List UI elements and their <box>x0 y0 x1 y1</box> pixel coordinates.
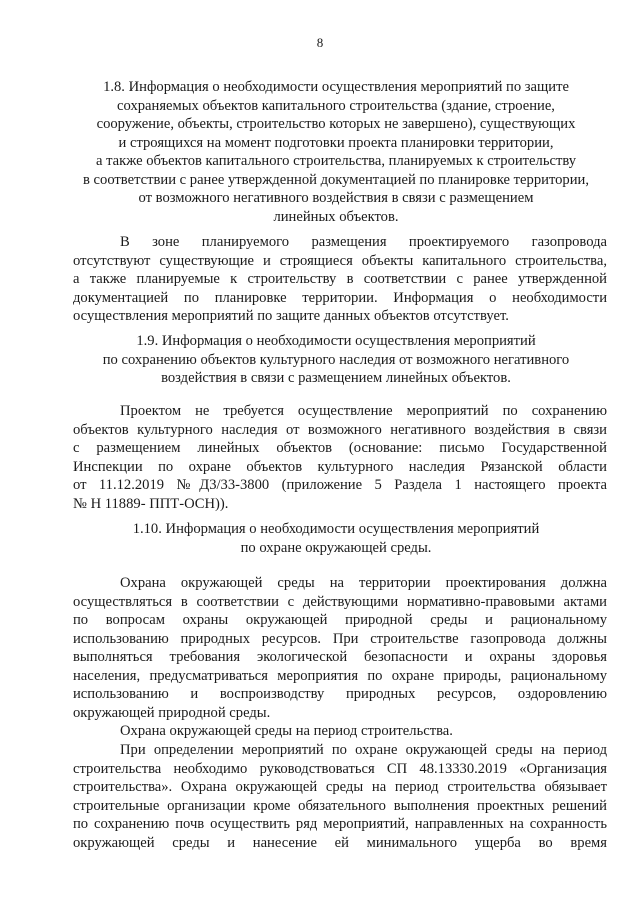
paragraph-line: с размещением линейных объектов (основание: письмо Государственной <box>73 440 607 456</box>
paragraph-line: строительные организации кроме обязательного выполнения проектных решений <box>73 797 607 814</box>
section-1-9-paragraph <box>73 402 607 513</box>
paragraph-line: а также планируемые к строительству в соответствии с ранее утвержденной <box>73 271 607 287</box>
paragraph-line: населения, предусматриваться мероприятия по охране природы, рациональному <box>73 667 607 684</box>
section-1-8-paragraph <box>73 233 607 326</box>
heading-line: сооружение, объекты, строительство которых не завершено), существующих <box>96 116 576 132</box>
paragraph-line: В зоне планируемого размещения проектируемого газопровода <box>120 234 607 250</box>
paragraph-line: использованию и воспроизводству природных ресурсов, оздоровлению <box>73 686 607 702</box>
paragraph-line: осуществляться в соответствии с действующими нормативно-правовыми актами <box>73 593 607 610</box>
heading-line: линейных объектов. <box>273 208 399 225</box>
paragraph-line: использованию природных ресурсов. При строительстве газопровода должны <box>73 630 607 647</box>
section-1-8-heading <box>60 78 612 226</box>
page-number: 8 <box>316 35 324 50</box>
paragraph-line: по сохранению почв осуществить ряд мероприятий, направленных на сохранность <box>73 816 607 832</box>
paragraph-line: Охрана окружающей среды на территории проектирования должна <box>120 575 607 591</box>
heading-line: а также объектов капитального строительства, планируемых к строительству <box>95 153 577 169</box>
paragraph-line: документацией по планировке территории. Информация о необходимости <box>73 289 607 306</box>
paragraph-line: Проектом не требуется осуществление мероприятий по сохранению <box>120 403 607 419</box>
paragraph-line: окружающей среды и нанесение ей минимального ущерба во время <box>73 834 607 851</box>
paragraph-line: окружающей природной среды. <box>73 704 271 721</box>
heading-line: в соответствии с ранее утвержденной документацией по планировке территории, <box>83 171 589 188</box>
paragraph-line: по вопросам охраны окружающей природной среды и рациональному <box>73 612 607 628</box>
heading-line: 1.8. Информация о необходимости осуществления мероприятий по защите <box>103 79 569 95</box>
section-1-10-heading <box>60 520 612 557</box>
paragraph-line: Охрана окружающей среды на период строительства. <box>120 723 453 739</box>
paragraph-line: выполняться требования экологической безопасности и охраны здоровья <box>73 649 607 665</box>
paragraph-line: осуществления мероприятий по защите данных объектов отсутствует. <box>73 308 509 324</box>
heading-line: сохраняемых объектов капитального строительства (здание, строение, <box>117 97 555 114</box>
heading-line: и строящихся на момент подготовки проекта планировки территории, <box>118 134 554 151</box>
paragraph-line: отсутствуют существующие и строящиеся объекты капитального строительства, <box>73 252 607 269</box>
heading-line: 1.10. Информация о необходимости осуществления мероприятий <box>132 521 540 537</box>
heading-line: воздействия в связи с размещением линейных объектов. <box>161 370 511 386</box>
heading-line: от возможного негативного воздействия в связи с размещением <box>138 190 534 206</box>
section-1-9-heading <box>60 332 612 388</box>
paragraph-line: объектов культурного наследия от возможного негативного воздействия в связи <box>73 421 607 438</box>
heading-line: 1.9. Информация о необходимости осуществления мероприятий <box>136 333 536 349</box>
paragraph-line: При определении мероприятий по охране окружающей среды на период <box>120 742 607 758</box>
heading-line: по охране окружающей среды. <box>240 539 432 556</box>
paragraph-line: № Н 11889- ППТ-ОСН)). <box>73 495 229 512</box>
heading-line: по сохранению объектов культурного наследия от возможного негативного <box>102 351 570 368</box>
paragraph-line: Инспекции по охране объектов культурного наследия Рязанской области <box>73 458 607 475</box>
section-1-10-paragraph <box>73 574 607 722</box>
paragraph-line: строительства». Охрана окружающей среды на период строительства обязывает <box>73 779 607 795</box>
section-1-10-subheading <box>73 722 607 741</box>
paragraph-line: от 11.12.2019 №Д3/33-3800 (приложение 5 Раздела 1 настоящего проекта <box>73 477 607 493</box>
paragraph-line: строительства необходимо руководствоваться СП 48.13330.2019 «Организация <box>73 760 607 777</box>
section-1-10-paragraph <box>73 741 607 852</box>
